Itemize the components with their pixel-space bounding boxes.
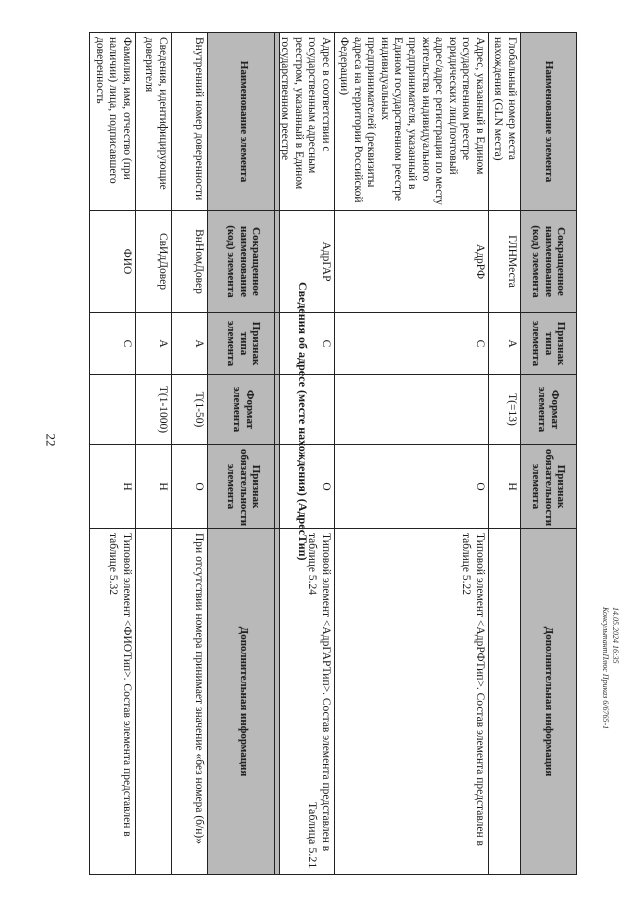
- col-header-format: Формат элемента: [208, 375, 280, 445]
- cell-format: [275, 375, 334, 445]
- table-2-label: Таблица 5.21: [306, 802, 320, 869]
- cell-name: Внутренний номер доверенности: [172, 33, 208, 211]
- cell-name: Сведения, идентифицирующие доверителя: [136, 33, 172, 211]
- cell-type: А: [172, 313, 208, 375]
- cell-info: Типовой элемент <АдрРФТип>. Состав элемента представлен в таблице 5.22: [334, 529, 488, 875]
- col-header-name: Наименование элемента: [521, 33, 577, 211]
- cell-code: АдрГАР: [275, 211, 334, 313]
- cell-type: С: [275, 313, 334, 375]
- cell-format: T(=13): [488, 375, 520, 445]
- col-header-format: Формат элемента: [521, 375, 577, 445]
- cell-name: Адрес, указанный в Едином государственном реестре юридических лиц/почтовый адрес/адрес регистрации по месту жительства индивидуального предпринимателя, указанный в Едином государственном реестре индивидуальных предпринимателей (реквизиты адреса на территории Российской Федерации): [334, 33, 488, 211]
- cell-required: О: [172, 445, 208, 529]
- table-2-title: Сведения об адресе (месте нахождения) (АдресТип): [296, 282, 310, 561]
- cell-info: [488, 529, 520, 875]
- cell-required: Н: [90, 445, 136, 529]
- cell-format: [90, 375, 136, 445]
- cell-code: СвИдДовер: [136, 211, 172, 313]
- col-header-code: Сокращенное наименование (код) элемента: [208, 211, 280, 313]
- cell-info: Типовой элемент <АдрГАРТип>. Состав элемента представлен в таблице 5.24: [275, 529, 334, 875]
- page-number: [38, 425, 62, 455]
- cell-type: С: [90, 313, 136, 375]
- table-2-header: [521, 33, 577, 875]
- col-header-type: Признак типа элемента: [208, 313, 280, 375]
- table-1-block: [89, 32, 280, 875]
- col-header-info: Дополнительная информация: [208, 529, 280, 875]
- col-header-code: Сокращенное наименование (код) элемента: [521, 211, 577, 313]
- cell-type: С: [334, 313, 488, 375]
- table-2-block: [274, 32, 577, 875]
- cell-required: Н: [488, 445, 520, 529]
- cell-format: [334, 375, 488, 445]
- cell-code: АдрРФ: [334, 211, 488, 313]
- page-number-text: 22: [43, 433, 58, 447]
- table-row: [275, 33, 334, 875]
- cell-name: Фамилия, имя, отчество (при наличии) лица, подписавшего доверенность: [90, 33, 136, 211]
- table-row: [334, 33, 488, 875]
- cell-code: ГЛНМеста: [488, 211, 520, 313]
- cell-info: При отсутствии номера принимает значение «без номера (б/н)»: [172, 529, 208, 875]
- cell-format: T(1-50): [172, 375, 208, 445]
- table-2: [274, 32, 577, 875]
- cell-code: ВнНомДовер: [172, 211, 208, 313]
- table-row: [90, 33, 136, 875]
- cell-type: А: [488, 313, 520, 375]
- cell-required: О: [275, 445, 334, 529]
- cell-type: А: [136, 313, 172, 375]
- cell-code: ФИО: [90, 211, 136, 313]
- col-header-required: Признак обязательности элемента: [521, 445, 577, 529]
- annotation-date: 14.05.2024 16:35: [611, 607, 620, 664]
- cell-format: T(1-1000): [136, 375, 172, 445]
- table-row: [172, 33, 208, 875]
- col-header-required: Признак обязательности элемента: [208, 445, 280, 529]
- table-row: [488, 33, 520, 875]
- table-1-header: [208, 33, 280, 875]
- col-header-type: Признак типа элемента: [521, 313, 577, 375]
- cell-info: [136, 529, 172, 875]
- cell-required: Н: [136, 445, 172, 529]
- cell-name: Глобальный номер места нахождения (GLN места): [488, 33, 520, 211]
- table-row: [136, 33, 172, 875]
- cell-required: О: [334, 445, 488, 529]
- table-1: [89, 32, 280, 875]
- col-header-info: Дополнительная информация: [521, 529, 577, 875]
- col-header-name: Наименование элемента: [208, 33, 280, 211]
- cell-info: Типовой элемент <ФИОТип>. Состав элемента представлен в таблице 5.32: [90, 529, 136, 875]
- cell-name: Адрес в соответствии с государственным адресным реестром, указанный в Едином государственном реестре: [275, 33, 334, 211]
- annotation-source: КонсультантПлюс Приказ 6/6765-1: [601, 607, 611, 730]
